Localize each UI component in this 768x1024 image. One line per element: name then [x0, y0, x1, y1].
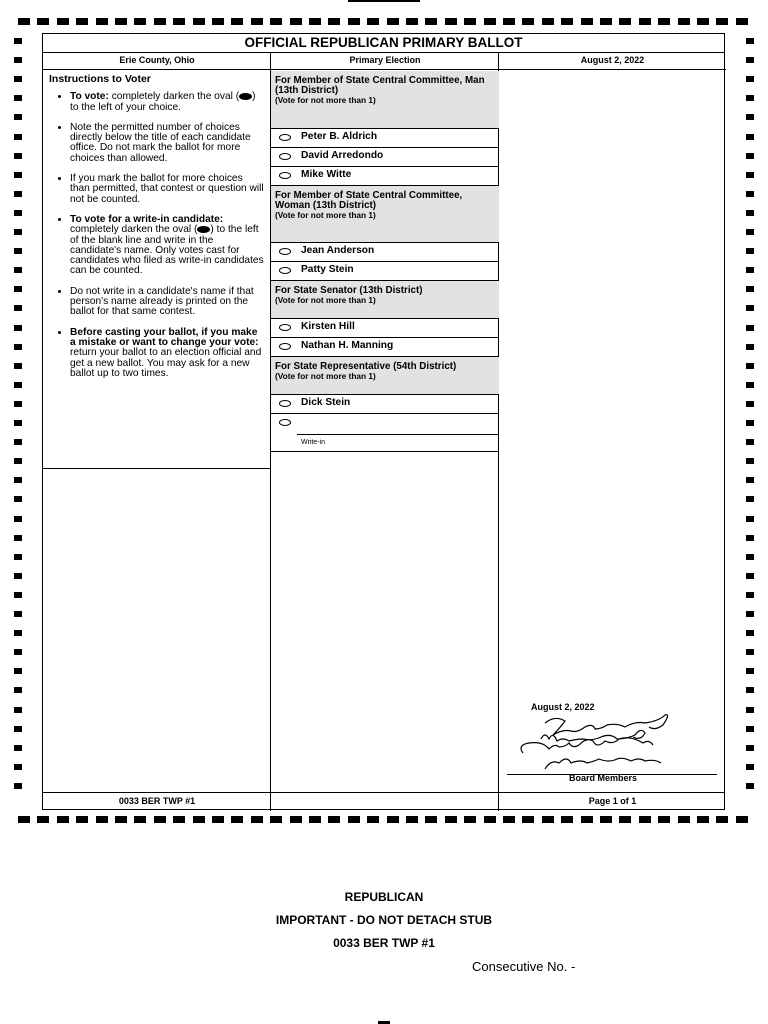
timing-mark [14, 477, 22, 483]
contest-header [271, 71, 499, 129]
ballot-footer [43, 792, 724, 811]
timing-mark [503, 18, 515, 25]
contest-title: For Member of State Central Committee, Woman (13th District) [275, 190, 463, 211]
stub-precinct: 0033 BER TWP #1 [333, 936, 435, 950]
timing-mark [542, 816, 554, 823]
candidate-row[interactable] [271, 148, 499, 167]
instructions-heading: Instructions to Voter [49, 73, 151, 85]
timing-mark [736, 18, 748, 25]
ballot-frame [42, 33, 725, 810]
timing-mark [746, 325, 754, 331]
timing-mark [746, 592, 754, 598]
timing-mark [406, 816, 418, 823]
timing-mark [619, 816, 631, 823]
timing-mark [697, 816, 709, 823]
timing-mark [746, 707, 754, 713]
timing-mark [134, 18, 146, 25]
timing-mark [746, 248, 754, 254]
timing-mark [14, 554, 22, 560]
vote-oval[interactable] [279, 172, 291, 179]
timing-mark [425, 816, 437, 823]
timing-mark [367, 18, 379, 25]
instruction-item: • Before casting your ballot, if you make a mistake or want to change your vote: return your ballot to an election official and get a new ballot. You may ask for a new ballot up to two times. [70, 328, 265, 379]
timing-mark [14, 76, 22, 82]
timing-mark [746, 611, 754, 617]
contest-title: For State Senator (13th District) [275, 285, 423, 296]
candidate-row[interactable] [271, 262, 499, 281]
timing-mark [746, 649, 754, 655]
timing-mark [619, 18, 631, 25]
timing-mark [746, 573, 754, 579]
timing-mark [425, 18, 437, 25]
timing-mark [14, 305, 22, 311]
timing-mark [154, 18, 166, 25]
timing-mark [14, 458, 22, 464]
timing-mark [746, 496, 754, 502]
timing-mark [14, 382, 22, 388]
timing-mark [581, 18, 593, 25]
timing-mark [746, 305, 754, 311]
timing-mark [173, 18, 185, 25]
timing-mark [14, 248, 22, 254]
timing-mark [14, 668, 22, 674]
timing-mark [716, 816, 728, 823]
timing-mark [14, 764, 22, 770]
timing-mark [251, 816, 263, 823]
timing-mark [76, 18, 88, 25]
timing-mark [14, 38, 22, 44]
timing-mark [746, 726, 754, 732]
filled-oval-icon [197, 226, 210, 233]
timing-mark [746, 554, 754, 560]
timing-mark [746, 764, 754, 770]
timing-mark [746, 153, 754, 159]
vote-oval[interactable] [279, 267, 291, 274]
candidate-name: Peter B. Aldrich [301, 131, 378, 142]
timing-mark [387, 18, 399, 25]
timing-mark [115, 816, 127, 823]
contest-header [271, 186, 499, 243]
timing-mark [14, 401, 22, 407]
vote-oval[interactable] [279, 134, 291, 141]
vote-oval[interactable] [279, 324, 291, 331]
timing-mark [18, 816, 30, 823]
timing-mark [746, 668, 754, 674]
timing-mark [212, 18, 224, 25]
timing-mark [14, 592, 22, 598]
timing-mark [639, 816, 651, 823]
timing-mark [14, 611, 22, 617]
contest-header [271, 357, 499, 395]
timing-mark [561, 816, 573, 823]
timing-mark [14, 286, 22, 292]
timing-mark [14, 267, 22, 273]
timing-mark [14, 535, 22, 541]
instructions-list [49, 92, 265, 379]
timing-mark [639, 18, 651, 25]
candidate-name: Kirsten Hill [301, 321, 355, 332]
timing-mark [309, 816, 321, 823]
write-in-line[interactable] [297, 434, 499, 435]
timing-mark [96, 18, 108, 25]
timing-mark [14, 745, 22, 751]
candidate-name: Jean Anderson [301, 245, 375, 256]
timing-mark [746, 458, 754, 464]
ballot-title: OFFICIAL REPUBLICAN PRIMARY BALLOT [43, 34, 724, 53]
timing-mark [328, 816, 340, 823]
timing-mark [14, 172, 22, 178]
candidate-name: Nathan H. Manning [301, 340, 394, 351]
instruction-item: • To vote: completely darken the oval ( ) to the left of your choice. [70, 92, 265, 113]
timing-mark [746, 95, 754, 101]
timing-mark [270, 18, 282, 25]
timing-mark [57, 18, 69, 25]
stub-party: REPUBLICAN [344, 890, 424, 904]
candidate-row[interactable] [271, 319, 499, 338]
timing-mark [14, 420, 22, 426]
timing-mark [18, 18, 30, 25]
timing-mark [522, 816, 534, 823]
write-in-row[interactable] [271, 414, 499, 452]
timing-mark [14, 344, 22, 350]
timing-mark [503, 816, 515, 823]
timing-mark [309, 18, 321, 25]
timing-mark [581, 816, 593, 823]
candidate-row[interactable] [271, 129, 499, 148]
timing-mark [367, 816, 379, 823]
timing-mark [231, 18, 243, 25]
timing-mark [14, 114, 22, 120]
instruction-item: • Note the permitted number of choices directly below the title of each candidate office. Do not mark the ballot for more choices than allowed. [70, 123, 265, 164]
vote-oval[interactable] [279, 343, 291, 350]
timing-mark [115, 18, 127, 25]
timing-mark [746, 382, 754, 388]
timing-mark [270, 816, 282, 823]
vote-limit: (Vote for not more than 1) [275, 209, 376, 220]
timing-mark [14, 573, 22, 579]
timing-mark [14, 153, 22, 159]
contests-column [271, 71, 499, 452]
timing-mark [173, 816, 185, 823]
timing-mark [193, 18, 205, 25]
timing-mark [193, 816, 205, 823]
vote-limit: (Vote for not more than 1) [275, 294, 376, 305]
timing-mark [14, 325, 22, 331]
instruction-item: • To vote for a write-in candidate: completely darken the oval ( ) to the left of the blank line and write in the candidate's name. Only votes cast for candidates who filed as write-in candidates can be counted. [70, 215, 265, 277]
board-members-label: Board Members [569, 773, 638, 783]
timing-mark [484, 18, 496, 25]
timing-mark [14, 630, 22, 636]
county-label: Erie County, Ohio [43, 52, 271, 70]
timing-mark [746, 783, 754, 789]
timing-mark [746, 172, 754, 178]
contest-title: For State Representative (54th District) [275, 361, 457, 372]
timing-mark [14, 707, 22, 713]
timing-mark [14, 687, 22, 693]
timing-mark [290, 816, 302, 823]
timing-mark [746, 477, 754, 483]
timing-mark [746, 191, 754, 197]
timing-mark [445, 18, 457, 25]
timing-mark [134, 816, 146, 823]
stub-warning: IMPORTANT - DO NOT DETACH STUB [275, 913, 493, 927]
timing-mark [57, 816, 69, 823]
timing-mark [736, 816, 748, 823]
timing-mark [96, 816, 108, 823]
instruction-item: • Do not write in a candidate's name if that person's name already is printed on the ballot for that same contest. [70, 287, 265, 318]
timing-mark [746, 745, 754, 751]
timing-mark [658, 816, 670, 823]
candidate-row[interactable] [271, 395, 499, 414]
timing-mark [328, 18, 340, 25]
timing-mark [348, 0, 420, 2]
timing-mark [348, 18, 360, 25]
timing-mark [746, 134, 754, 140]
candidate-row[interactable] [271, 243, 499, 262]
timing-mark [14, 95, 22, 101]
timing-mark [678, 18, 690, 25]
timing-mark [746, 535, 754, 541]
timing-mark [14, 191, 22, 197]
timing-mark [600, 18, 612, 25]
board-signatures [505, 713, 720, 775]
timing-mark [746, 76, 754, 82]
timing-mark [14, 726, 22, 732]
timing-mark [231, 816, 243, 823]
timing-mark [14, 496, 22, 502]
timing-mark [746, 267, 754, 273]
write-in-label: Write-in [301, 439, 325, 446]
timing-mark [14, 210, 22, 216]
timing-mark [290, 18, 302, 25]
timing-mark [484, 816, 496, 823]
candidate-name: Mike Witte [301, 169, 352, 180]
timing-mark [746, 420, 754, 426]
timing-mark [746, 516, 754, 522]
timing-mark [14, 57, 22, 63]
timing-mark [561, 18, 573, 25]
vote-oval[interactable] [279, 419, 291, 426]
timing-mark [697, 18, 709, 25]
timing-mark [14, 363, 22, 369]
timing-mark [746, 210, 754, 216]
timing-mark [14, 229, 22, 235]
timing-mark [14, 783, 22, 789]
timing-mark [464, 816, 476, 823]
consecutive-number: Consecutive No. - [472, 959, 576, 974]
timing-mark [76, 816, 88, 823]
timing-mark [746, 630, 754, 636]
page-number: Page 1 of 1 [588, 796, 637, 806]
vote-oval[interactable] [279, 153, 291, 160]
candidate-name: David Arredondo [301, 150, 384, 161]
candidate-name: Dick Stein [301, 397, 351, 408]
timing-mark [746, 229, 754, 235]
timing-mark [445, 816, 457, 823]
timing-mark [746, 401, 754, 407]
timing-mark [387, 816, 399, 823]
timing-mark [154, 816, 166, 823]
timing-mark [348, 816, 360, 823]
timing-mark [746, 439, 754, 445]
vote-limit: (Vote for not more than 1) [275, 370, 376, 381]
election-label: Primary Election [271, 52, 499, 70]
timing-mark [746, 57, 754, 63]
filled-oval-icon [239, 93, 252, 100]
timing-mark [14, 516, 22, 522]
timing-mark [464, 18, 476, 25]
timing-mark [37, 18, 49, 25]
signature-date: August 2, 2022 [531, 702, 595, 712]
timing-mark [678, 816, 690, 823]
timing-mark [746, 114, 754, 120]
timing-mark [746, 363, 754, 369]
timing-mark [542, 18, 554, 25]
timing-mark [746, 687, 754, 693]
timing-mark [522, 18, 534, 25]
timing-mark [716, 18, 728, 25]
election-date: August 2, 2022 [499, 52, 726, 70]
contest-header [271, 281, 499, 319]
candidate-row[interactable] [271, 338, 499, 357]
timing-mark [746, 344, 754, 350]
timing-mark [600, 816, 612, 823]
vote-oval[interactable] [279, 248, 291, 255]
timing-mark [14, 649, 22, 655]
timing-mark [406, 18, 418, 25]
timing-mark [746, 38, 754, 44]
precinct-code: 0033 BER TWP #1 [118, 796, 196, 806]
timing-mark [14, 134, 22, 140]
timing-mark [212, 816, 224, 823]
timing-mark [746, 286, 754, 292]
timing-mark [658, 18, 670, 25]
vote-limit: (Vote for not more than 1) [275, 94, 376, 105]
timing-mark [37, 816, 49, 823]
instructions-panel [43, 71, 271, 469]
timing-mark [251, 18, 263, 25]
instruction-item: • If you mark the ballot for more choices than permitted, that contest or question will not be counted. [70, 174, 265, 205]
timing-mark [14, 439, 22, 445]
vote-oval[interactable] [279, 400, 291, 407]
contest-title: For Member of State Central Committee, Man (13th District) [275, 75, 485, 96]
candidate-row[interactable] [271, 167, 499, 186]
candidate-name: Patty Stein [301, 264, 354, 275]
